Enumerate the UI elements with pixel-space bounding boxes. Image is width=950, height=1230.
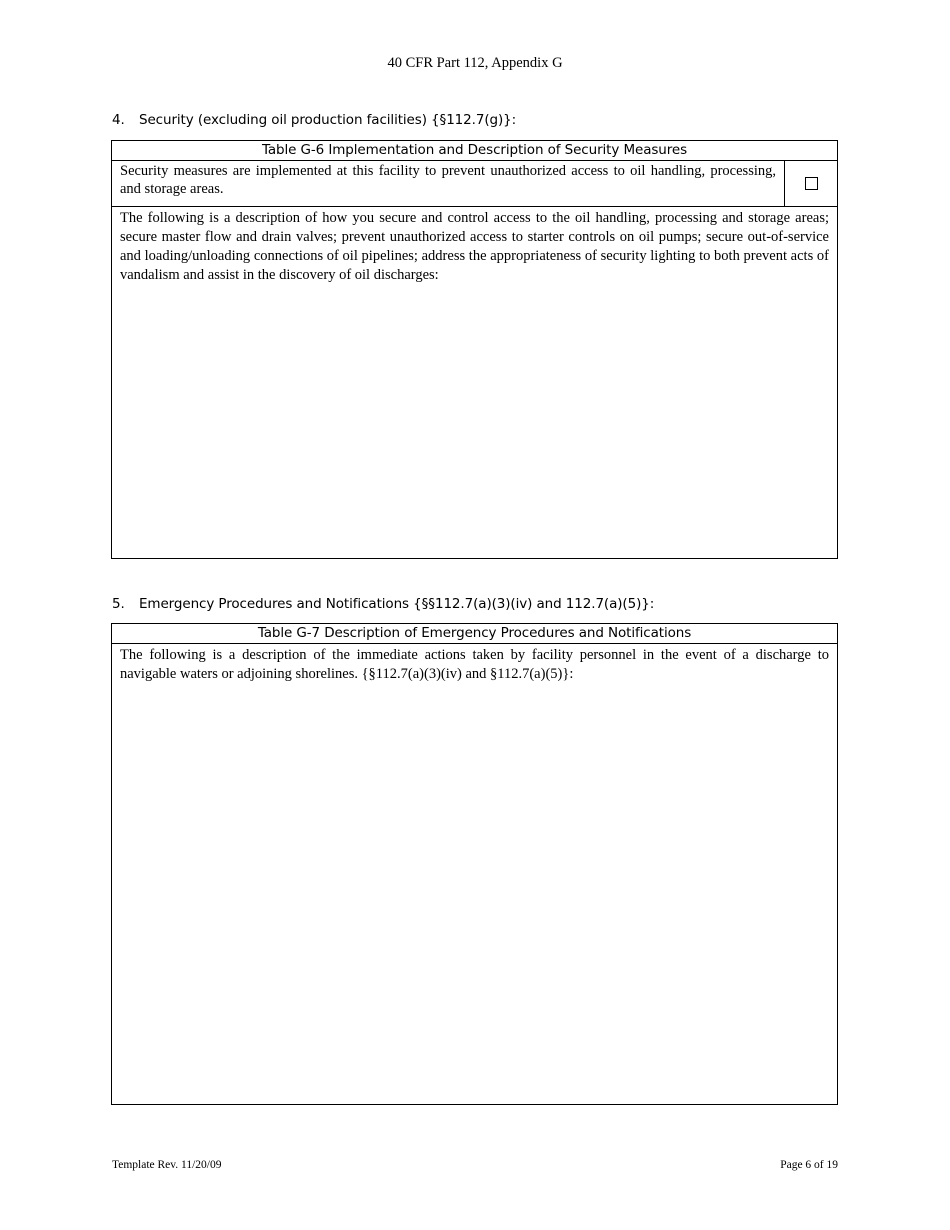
footer-template-rev: Template Rev. 11/20/09	[112, 1159, 222, 1171]
security-measures-checkbox[interactable]	[805, 177, 818, 190]
security-measures-statement: Security measures are implemented at this facility to prevent unauthorized access to oil handling, processing, and storage areas.	[112, 161, 785, 206]
table-g6	[111, 140, 838, 559]
emergency-procedures-description-field[interactable]: The following is a description of the immediate actions taken by facility personnel in the event of a discharge to navigable waters or adjoining shorelines. {§112.7(a)(3)(iv) and §112.7(a)(5)}:	[120, 647, 829, 682]
footer-page-number: Page 6 of 19	[780, 1159, 838, 1171]
section-5-title: Emergency Procedures and Notifications {§§112.7(a)(3)(iv) and 112.7(a)(5)}:	[139, 596, 655, 612]
page-header: 40 CFR Part 112, Appendix G	[387, 55, 563, 71]
table-g6-check-row	[112, 161, 837, 207]
section-5-number: 5.	[112, 596, 125, 612]
section-4-title: Security (excluding oil production facilities) {§112.7(g)}:	[139, 112, 517, 128]
security-description-field[interactable]: The following is a description of how you secure and control access to the oil handling, processing and storage areas; secure master flow and drain valves; prevent unauthorized access to starter controls on oil pumps; secure out-of-service and loading/unloading connections of oil pipelines; address the appropriateness of security lighting to both prevent acts of vandalism and assist in the discovery of oil discharges:	[120, 210, 829, 283]
table-g6-title: Table G-6 Implementation and Description of Security Measures	[112, 141, 837, 161]
section-5-heading	[112, 596, 654, 612]
table-g7	[111, 623, 838, 1105]
section-4-number: 4.	[112, 112, 125, 128]
table-g7-title: Table G-7 Description of Emergency Procedures and Notifications	[112, 624, 837, 644]
section-4-heading	[112, 112, 516, 128]
security-measures-check-cell	[785, 161, 837, 206]
